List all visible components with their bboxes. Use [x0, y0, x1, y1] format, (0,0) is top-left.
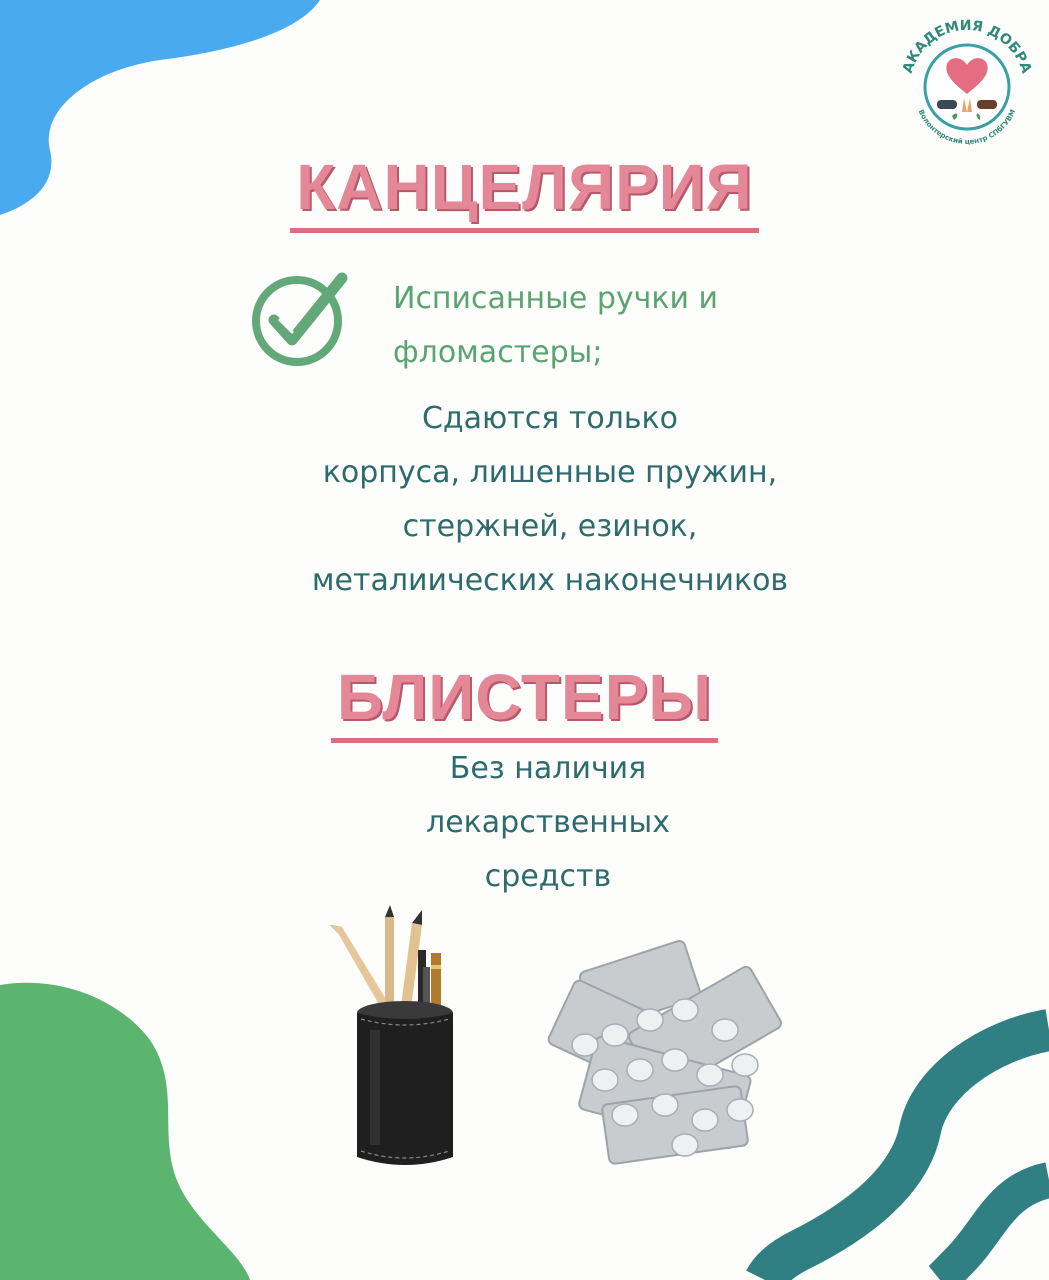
blisters-note-line: средств	[484, 859, 612, 894]
stationery-note-line: металиических наконечников	[311, 563, 789, 598]
academy-logo	[892, 12, 1042, 162]
stationery-item	[393, 272, 813, 380]
heading-stationery-text: КАНЦЕЛЯРИЯ	[290, 150, 759, 233]
stationery-note-line: Сдаются только	[421, 401, 679, 436]
teal-wave-outer	[765, 1030, 1049, 1280]
stationery-note-line: стержней, езинок,	[402, 509, 698, 544]
blisters-note-line: Без наличия	[449, 751, 647, 786]
green-blob	[0, 983, 250, 1280]
check-circle-icon	[250, 268, 350, 368]
blisters-note	[0, 742, 1049, 904]
teal-wave-inner	[940, 1180, 1049, 1280]
blisters-note-line: лекарственных	[426, 805, 670, 840]
stationery-item-line: Исписанные ручки и	[393, 281, 719, 316]
blister-packs-image	[545, 935, 785, 1175]
stationery-item-line: фломастеры;	[393, 335, 603, 370]
stationery-note-line: корпуса, лишенные пружин,	[322, 455, 778, 490]
svg-text:Волонтерский центр СПбГУВМ: Волонтерский центр СПбГУВМ	[916, 108, 1018, 146]
heading-blisters-text: БЛИСТЕРЫ	[331, 660, 718, 743]
pencil-cup-image	[330, 905, 480, 1175]
svg-text:АКАДЕМИЯ ДОБРА: АКАДЕМИЯ ДОБРА	[899, 17, 1035, 76]
stationery-note	[0, 392, 1049, 608]
heading-stationery	[0, 150, 1049, 233]
heading-blisters	[0, 660, 1049, 743]
